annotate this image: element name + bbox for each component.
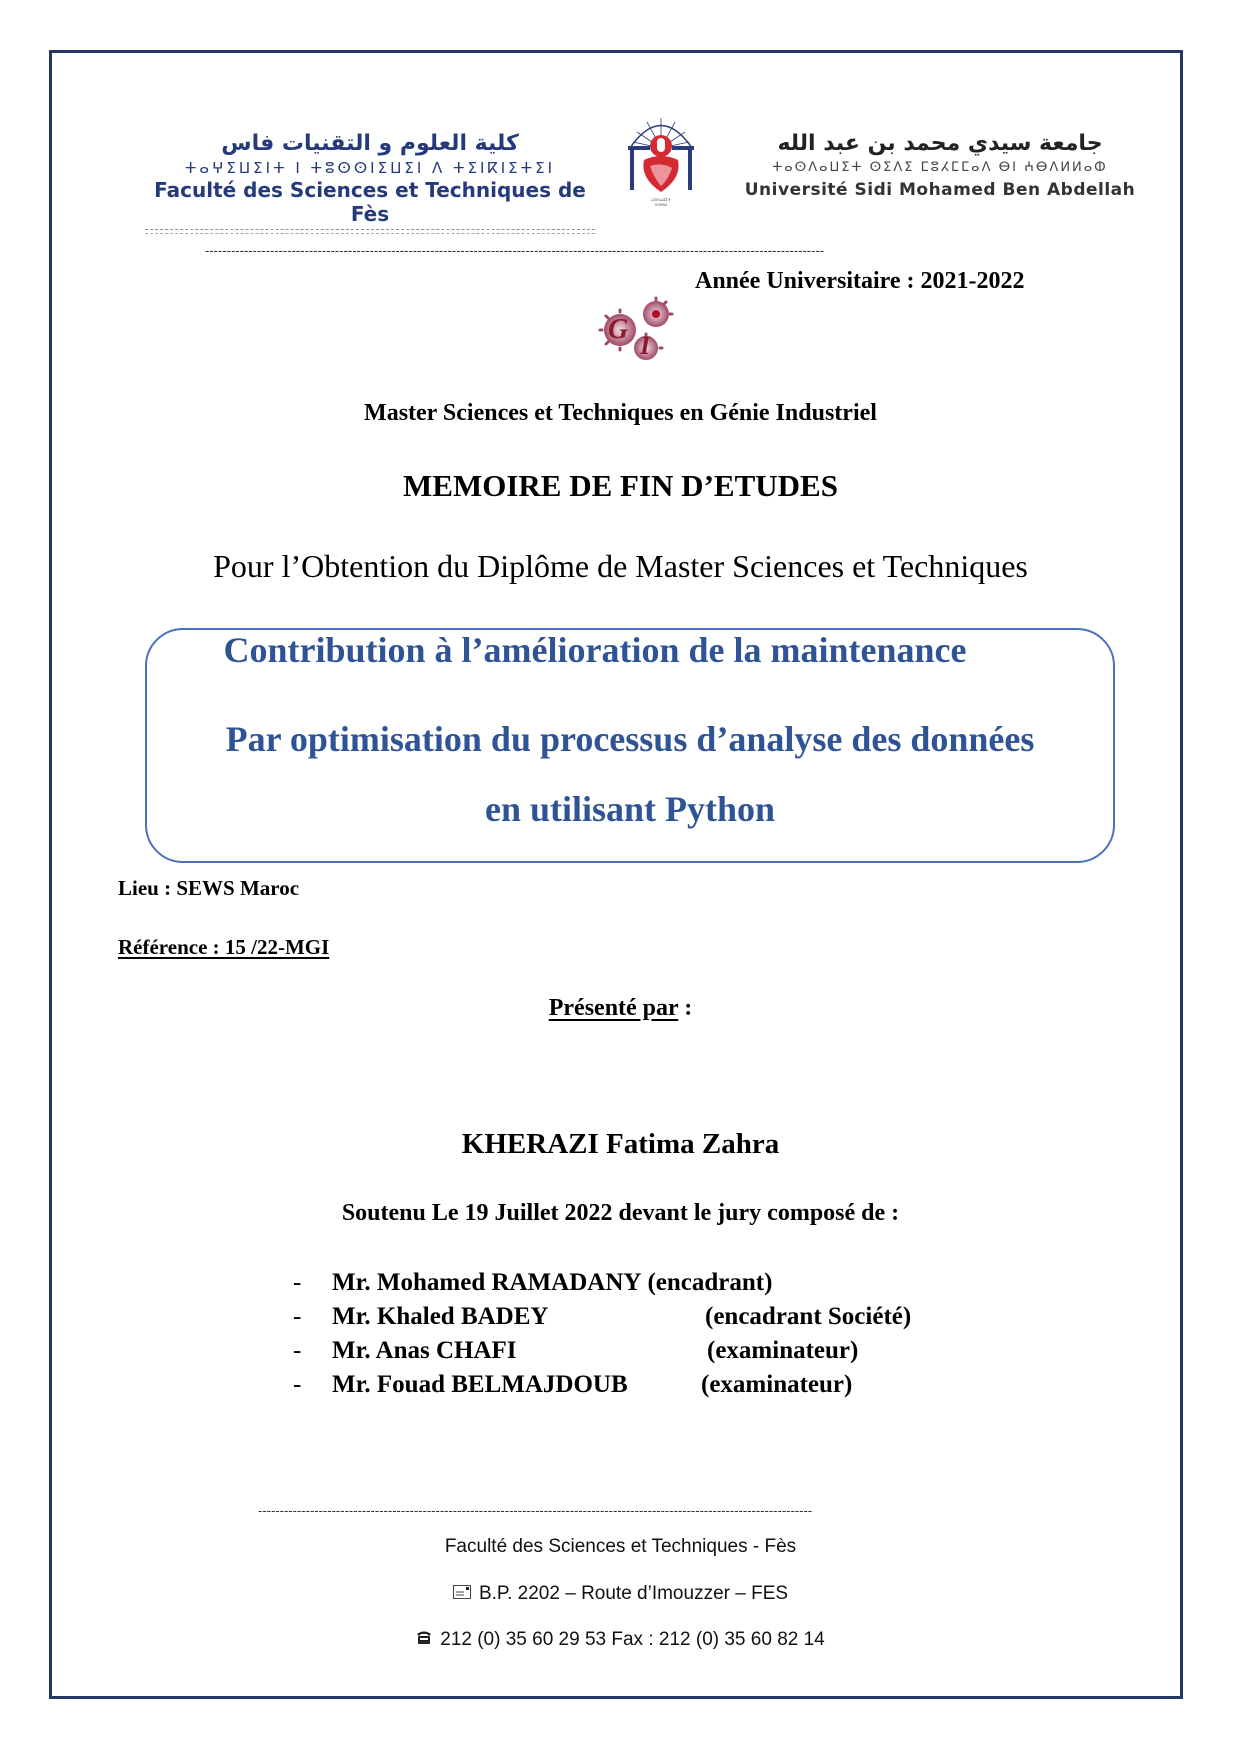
jury-member-role: (encadrant Société) xyxy=(705,1303,912,1330)
jury-member xyxy=(293,1334,911,1368)
jury-member xyxy=(293,1266,911,1300)
thesis-title-line-1: Contribution à l’amélioration de la maintenance xyxy=(223,630,967,670)
svg-text:I: I xyxy=(640,331,651,360)
degree-purpose: Pour l’Obtention du Diplôme de Master Sciences et Techniques xyxy=(213,548,1028,584)
footer-address xyxy=(0,1583,1241,1605)
university-name-arabic: جامعة سيدي محمد بن عبد الله xyxy=(777,131,1103,156)
list-bullet: - xyxy=(293,1371,302,1398)
list-bullet: - xyxy=(293,1303,302,1330)
telephone-icon xyxy=(416,1629,432,1651)
jury-member-name: Mr. Fouad BELMAJDOUB xyxy=(332,1371,628,1398)
svg-text:G: G xyxy=(608,314,629,345)
jury-member-name: Mr. Anas CHAFI xyxy=(332,1337,517,1364)
list-bullet: - xyxy=(293,1269,302,1296)
jury-member-name: Mr. Khaled BADEY xyxy=(332,1303,549,1330)
jury-member-role: (encadrant) xyxy=(647,1269,773,1296)
document-type: MEMOIRE DE FIN D’ETUDES xyxy=(403,468,838,503)
presented-by-label: Présenté par xyxy=(548,995,679,1021)
svg-text:USMBA: USMBA xyxy=(654,203,668,207)
presented-by-colon: : xyxy=(678,995,693,1021)
reference xyxy=(118,935,329,960)
university-emblem-icon xyxy=(622,108,700,208)
svg-text:ⴰⵙⴷⴰⵡⵉⵜ: ⴰⵙⴷⴰⵡⵉⵜ xyxy=(650,197,672,202)
gi-logo-icon xyxy=(598,292,678,362)
jury-member-role: (examinateur) xyxy=(707,1337,859,1364)
academic-year: Année Universitaire : 2021-2022 xyxy=(695,268,1025,294)
university-name-french: Université Sidi Mohamed Ben Abdellah xyxy=(744,180,1136,200)
footer-phone-text: 212 (0) 35 60 29 53 Fax : 212 (0) 35 60 82 14 xyxy=(440,1629,825,1651)
thesis-title-line-2: Par optimisation du processus d’analyse des données xyxy=(225,719,1035,759)
faculty-name-arabic: كلية العلوم و التقنيات فاس xyxy=(221,131,519,156)
footer-phone xyxy=(0,1629,1241,1651)
thesis-title-line-3: en utilisant Python xyxy=(484,789,776,829)
jury-member xyxy=(293,1368,911,1402)
jury-list xyxy=(293,1266,911,1402)
footer-separator: -------------------------------------------------------------------------------------------------------------------------------- xyxy=(258,1503,813,1518)
program-name: Master Sciences et Techniques en Génie Industriel xyxy=(364,400,877,426)
faculty-logo-underline xyxy=(145,229,595,234)
university-logo xyxy=(740,130,1140,202)
header-separator: ----------------------------------------------------------------------------------------------------------------------------------------------- xyxy=(205,243,825,258)
faculty-name-french: Faculté des Sciences et Techniques de Fès xyxy=(154,178,586,226)
mailbox-icon xyxy=(453,1583,471,1605)
presented-by xyxy=(0,995,1241,1022)
defense-statement: Soutenu Le 19 Juillet 2022 devant le jury composé de : xyxy=(341,1200,900,1226)
jury-member xyxy=(293,1300,911,1334)
list-bullet: - xyxy=(293,1337,302,1364)
reference-text: Référence : 15 /22-MGI xyxy=(118,935,330,959)
jury-member-name: Mr. Mohamed RAMADANY xyxy=(332,1269,642,1296)
author-name: KHERAZI Fatima Zahra xyxy=(461,1128,780,1160)
faculty-logo xyxy=(135,130,605,234)
jury-member-role: (examinateur) xyxy=(701,1371,853,1398)
footer-institution: Faculté des Sciences et Techniques - Fès xyxy=(444,1536,797,1557)
university-name-tifinagh: ⵜⴰⵙⴷⴰⵡⵉⵜ ⵙⵉⴷⵉ ⵎⵓⵃⵎⵎⴰⴷ ⴱⵏ ⵄⴱⴷⵍⵍⴰⵀ xyxy=(772,160,1108,175)
footer-address-text: B.P. 2202 – Route d’Imouzzer – FES xyxy=(478,1583,789,1605)
faculty-name-tifinagh: ⵜⴰⵖⵉⵡⵉⵏⵜ ⵏ ⵜⵓⵙⵙⵏⵉⵡⵉⵏ ⴷ ⵜⵉⵏⴽⵏⵉⵜⵉⵏ xyxy=(184,159,556,177)
internship-location: Lieu : SEWS Maroc xyxy=(118,876,300,900)
